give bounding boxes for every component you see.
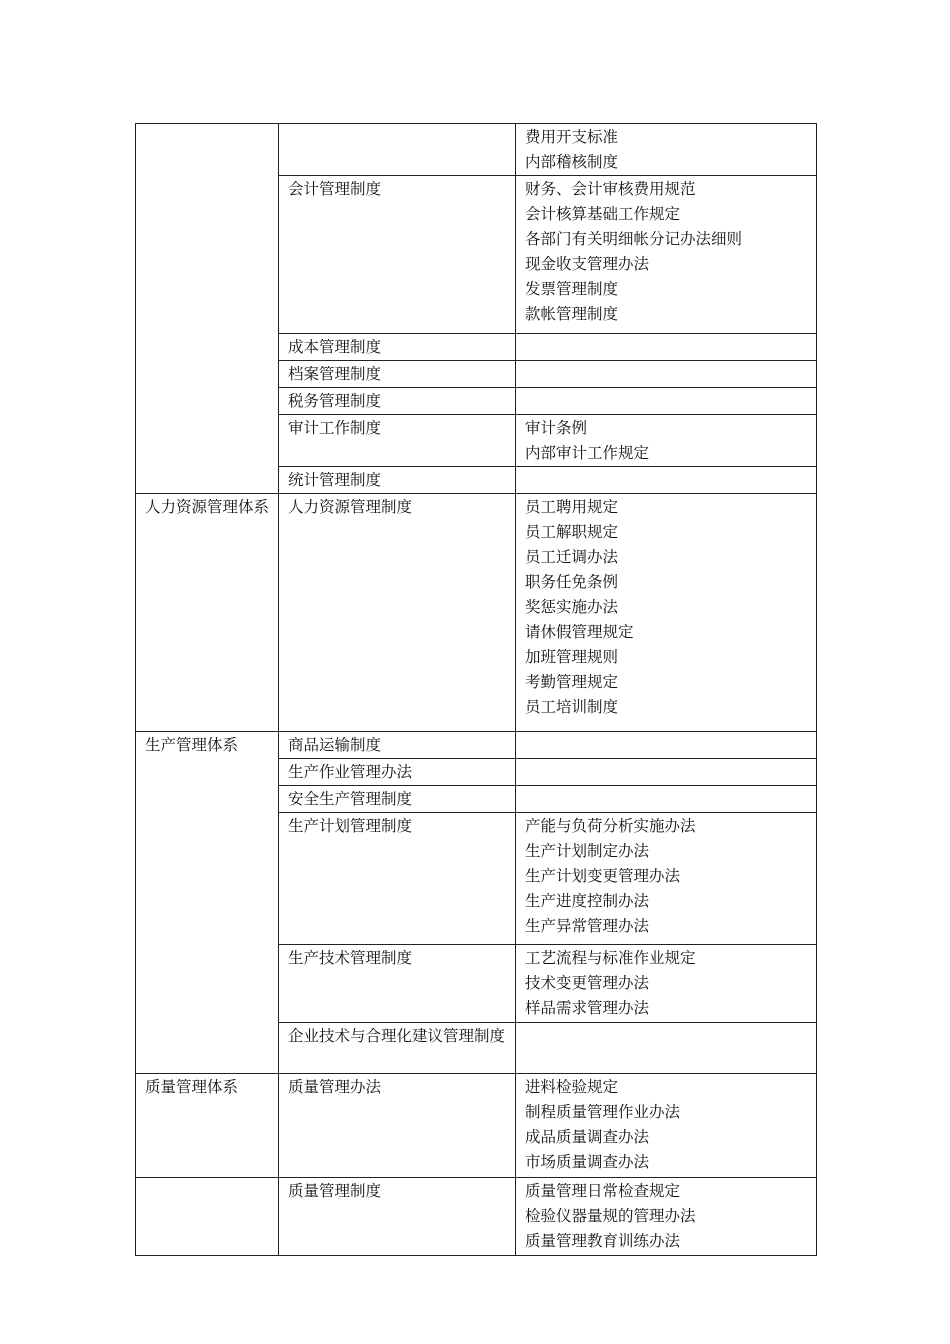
list-item: 检验仪器量规的管理办法 — [525, 1207, 696, 1225]
category-cell — [136, 1178, 279, 1256]
item-list-cell — [516, 1074, 817, 1178]
list-item: 内部审计工作规定 — [525, 444, 650, 462]
sub-system-cell: 生产技术管理制度 — [279, 945, 516, 1023]
list-item: 生产进度控制办法 — [525, 892, 650, 910]
list-item: 考勤管理规定 — [525, 673, 619, 691]
list-item: 现金收支管理办法 — [525, 255, 650, 273]
list-item: 员工解职规定 — [525, 523, 619, 541]
sub-system-cell: 质量管理办法 — [279, 1074, 516, 1178]
sub-system-cell: 企业技术与合理化建议管理制度 — [279, 1023, 516, 1074]
list-item: 生产异常管理办法 — [525, 917, 650, 935]
category-cell — [136, 124, 279, 494]
list-item: 市场质量调查办法 — [525, 1153, 650, 1171]
table-row — [136, 494, 817, 732]
item-list-cell — [516, 1023, 817, 1074]
list-item: 加班管理规则 — [525, 648, 619, 666]
list-item: 会计核算基础工作规定 — [525, 205, 681, 223]
list-item: 奖惩实施办法 — [525, 598, 619, 616]
category-cell: 人力资源管理体系 — [136, 494, 279, 732]
list-item: 技术变更管理办法 — [525, 974, 650, 992]
list-item: 员工迁调办法 — [525, 548, 619, 566]
list-item: 成品质量调查办法 — [525, 1128, 650, 1146]
list-item: 质量管理教育训练办法 — [525, 1232, 681, 1250]
item-list-cell — [516, 494, 817, 732]
list-item: 进料检验规定 — [525, 1078, 619, 1096]
list-item: 发票管理制度 — [525, 280, 619, 298]
sub-system-cell: 审计工作制度 — [279, 415, 516, 467]
sub-system-cell: 税务管理制度 — [279, 388, 516, 415]
list-item: 各部门有关明细帐分记办法细则 — [525, 230, 743, 248]
item-list-cell — [516, 176, 817, 334]
item-list-cell — [516, 786, 817, 813]
list-item: 制程质量管理作业办法 — [525, 1103, 681, 1121]
list-item: 生产计划制定办法 — [525, 842, 650, 860]
item-list-cell — [516, 334, 817, 361]
table-row — [136, 732, 817, 759]
sub-system-cell: 会计管理制度 — [279, 176, 516, 334]
list-item: 样品需求管理办法 — [525, 999, 650, 1017]
sub-system-cell: 商品运输制度 — [279, 732, 516, 759]
table-row — [136, 1074, 817, 1178]
sub-system-cell: 统计管理制度 — [279, 467, 516, 494]
list-item: 质量管理日常检查规定 — [525, 1182, 681, 1200]
sub-system-cell: 档案管理制度 — [279, 361, 516, 388]
item-list-cell — [516, 124, 817, 176]
list-item: 费用开支标准 — [525, 128, 619, 146]
sub-system-cell: 生产计划管理制度 — [279, 813, 516, 945]
list-item: 请休假管理规定 — [525, 623, 634, 641]
sub-system-cell — [279, 124, 516, 176]
category-cell: 生产管理体系 — [136, 732, 279, 1074]
item-list-cell — [516, 415, 817, 467]
item-list-cell — [516, 732, 817, 759]
item-list-cell — [516, 361, 817, 388]
sub-system-cell: 人力资源管理制度 — [279, 494, 516, 732]
item-list-cell — [516, 759, 817, 786]
table-row — [136, 124, 817, 176]
sub-system-cell: 生产作业管理办法 — [279, 759, 516, 786]
category-cell: 质量管理体系 — [136, 1074, 279, 1178]
list-item: 生产计划变更管理办法 — [525, 867, 681, 885]
item-list-cell — [516, 945, 817, 1023]
list-item: 审计条例 — [525, 419, 588, 437]
list-item: 款帐管理制度 — [525, 305, 619, 323]
list-item: 产能与负荷分析实施办法 — [525, 817, 696, 835]
item-list-cell — [516, 1178, 817, 1256]
sub-system-cell: 质量管理制度 — [279, 1178, 516, 1256]
list-item: 员工聘用规定 — [525, 498, 619, 516]
list-item: 财务、会计审核费用规范 — [525, 180, 696, 198]
list-item: 职务任免条例 — [525, 573, 619, 591]
item-list-cell — [516, 467, 817, 494]
list-item: 员工培训制度 — [525, 698, 619, 716]
table-row — [136, 1178, 817, 1256]
item-list-cell — [516, 813, 817, 945]
sub-system-cell: 成本管理制度 — [279, 334, 516, 361]
item-list-cell — [516, 388, 817, 415]
sub-system-cell: 安全生产管理制度 — [279, 786, 516, 813]
list-item: 工艺流程与标准作业规定 — [525, 949, 696, 967]
list-item: 内部稽核制度 — [525, 153, 619, 171]
management-system-table — [135, 123, 817, 1256]
